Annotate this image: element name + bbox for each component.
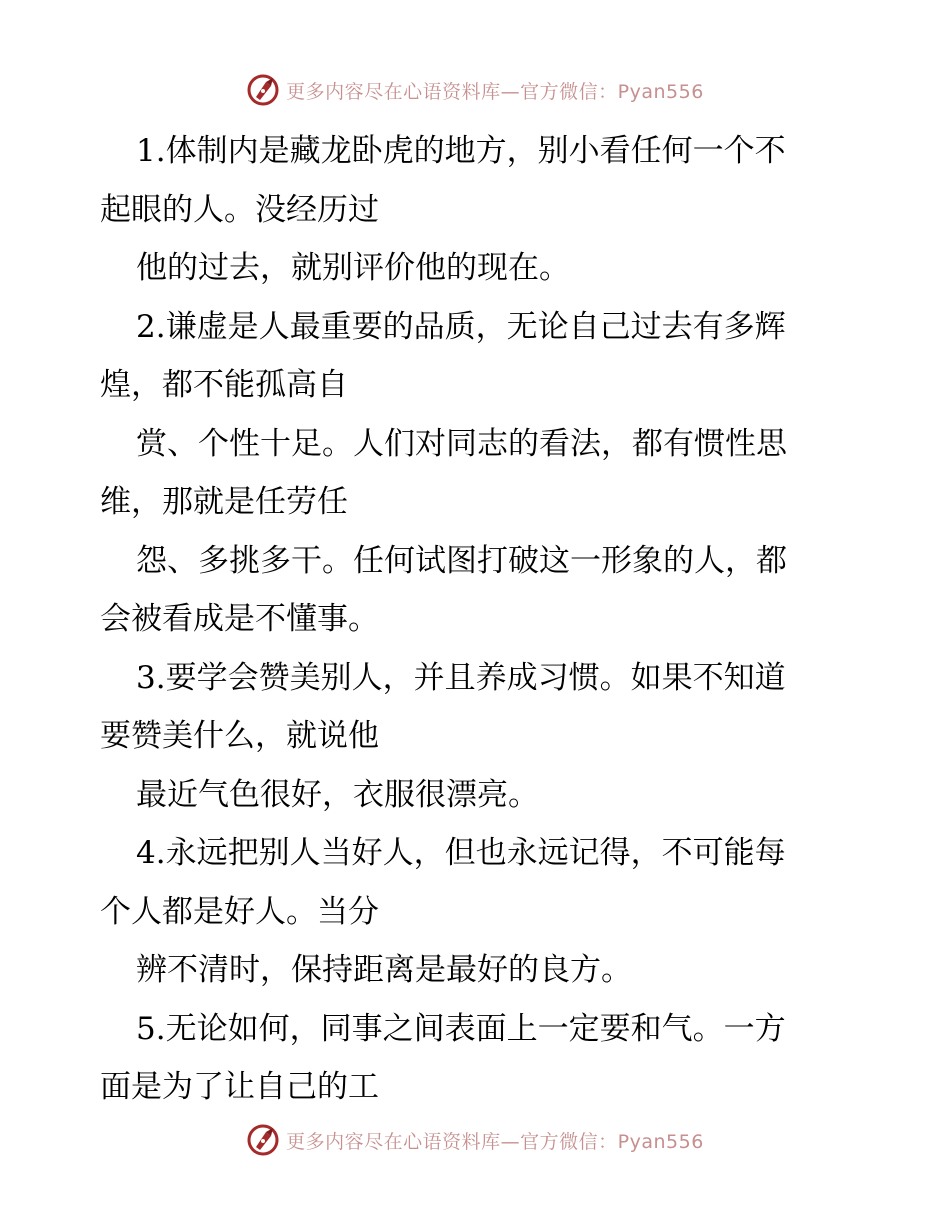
text-line: 2.谦虚是人最重要的品质，无论自己过去有多辉 <box>136 308 786 345</box>
header-banner-text: 更多内容尽在心语资料库—官方微信：Pyan556 <box>286 80 704 103</box>
text-line: 他的过去，就别评价他的现在。 <box>136 250 570 286</box>
text-line: 最近气色很好，衣服很漂亮。 <box>136 776 539 813</box>
pen-nib-logo-icon <box>246 1123 280 1157</box>
document-body <box>100 122 860 1117</box>
text-line: 煌，都不能孤高自 <box>100 367 348 403</box>
text-line: 维，那就是任劳任 <box>100 484 348 520</box>
text-line: 个人都是好人。当分 <box>100 893 379 930</box>
text-line: 会被看成是不懂事。 <box>100 601 379 637</box>
header-banner <box>0 70 950 110</box>
text-line: 赏、个性十足。人们对同志的看法，都有惯性思 <box>136 425 787 462</box>
text-line: 1.体制内是藏龙卧虎的地方，别小看任何一个不 <box>136 133 786 169</box>
text-line: 5.无论如何，同事之间表面上一定要和气。一方 <box>136 1010 786 1047</box>
footer-banner-text: 更多内容尽在心语资料库—官方微信：Pyan556 <box>286 1130 704 1153</box>
text-line: 3.要学会赞美别人，并且养成习惯。如果不知道 <box>136 659 786 696</box>
text-line: 面是为了让自己的工 <box>100 1069 379 1105</box>
text-line: 起眼的人。没经历过 <box>100 191 379 228</box>
text-line: 怨、多挑多干。任何试图打破这一形象的人，都 <box>136 542 787 579</box>
text-line: 4.永远把别人当好人，但也永远记得，不可能每 <box>136 835 786 871</box>
pen-nib-logo-icon <box>246 73 280 107</box>
text-line: 要赞美什么，就说他 <box>100 718 379 754</box>
footer-banner <box>0 1120 950 1160</box>
text-line: 辨不清时，保持距离是最好的良方。 <box>136 952 632 988</box>
